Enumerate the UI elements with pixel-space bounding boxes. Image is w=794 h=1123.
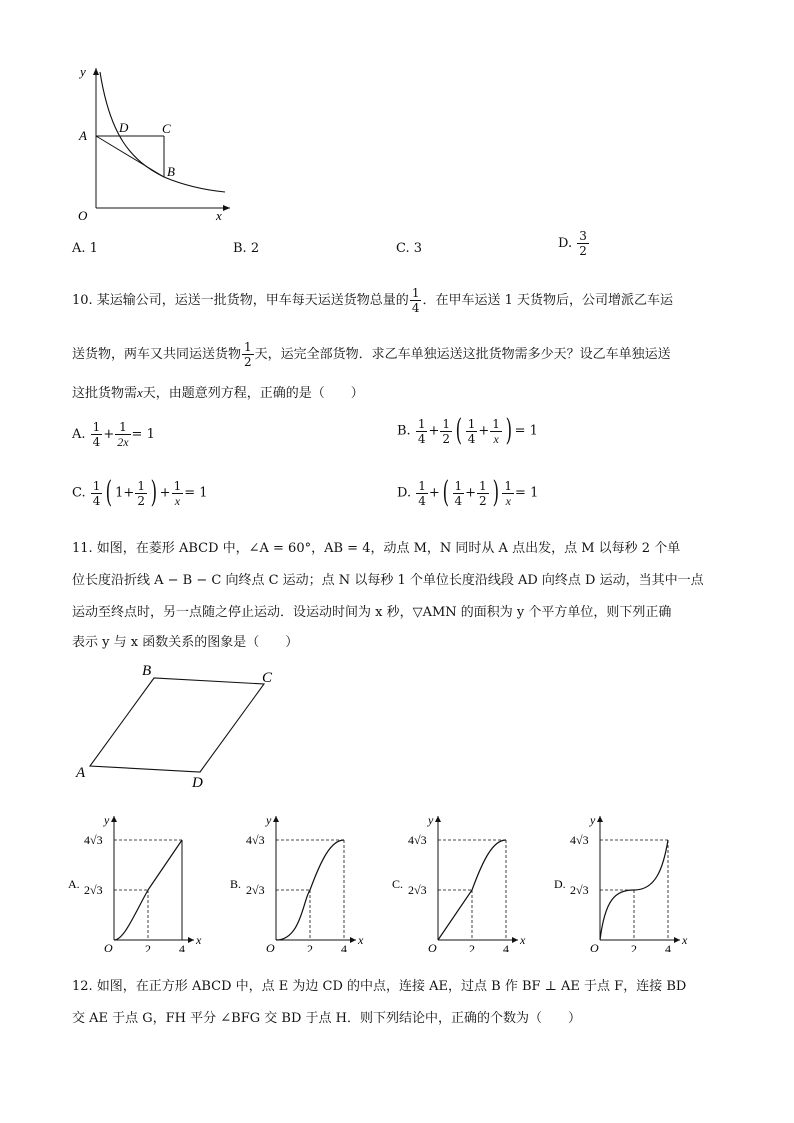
q9-option-d-label: D.: [558, 236, 573, 251]
q9-option-b[interactable]: B. 2: [233, 241, 260, 256]
point-b-label: B: [167, 164, 175, 179]
y-axis-label: y: [590, 813, 596, 827]
origin-label: O: [590, 941, 599, 952]
origin-label: O: [428, 941, 437, 952]
y-tick-top: 4√3: [570, 833, 589, 847]
x-tick-4: 4: [179, 942, 185, 952]
q9-option-a[interactable]: A. 1: [72, 241, 98, 256]
graph-option-label: A.: [68, 877, 80, 891]
x-tick-4: 4: [341, 942, 347, 952]
y-tick-top: 4√3: [408, 833, 427, 847]
q12-line-1: 12. 如图，在正方形 ABCD 中，点 E 为边 CD 的中点，连接 AE，过点 B 作 BF ⊥ AE 于点 F，连接 BD: [72, 979, 687, 994]
x-axis-arrow: [674, 937, 680, 943]
rhombus-label-a: A: [76, 765, 86, 781]
origin-label: O: [78, 208, 88, 223]
y-tick-mid: 2√3: [246, 883, 265, 897]
y-tick-mid: 2√3: [408, 883, 427, 897]
q12-line-2: 交 AE 于点 G，FH 平分 ∠BFG 交 BD 于点 H．则下列结论中，正确的个数为（ ）: [72, 1011, 581, 1026]
axis-x-label: x: [216, 208, 222, 223]
q11-graph-option-c[interactable]: [392, 812, 532, 956]
q10-line-2: 送货物，两车又共同运送货物 $\frac{1}{2}$ 天，运完全部货物．求乙车单独运送这批货物需多少天？设乙车单独运送: [72, 340, 671, 369]
y-axis-label: y: [104, 813, 110, 827]
x-tick-4: 4: [503, 942, 509, 952]
q11-line-4: 表示 y 与 x 函数关系的图象是（ ）: [72, 635, 299, 650]
q11-line-3: 运动至终点时，另一点随之停止运动．设运动时间为 x 秒，▽AMN 的面积为 y 个平方单位，则下列正确: [72, 605, 672, 620]
x-tick-2: 2: [469, 942, 475, 952]
q10-option-c[interactable]: C. $\frac{1}{4}$ ( 1+ $\frac{1}{2}$ ) + $\frac{1}{x}$ = 1: [72, 475, 208, 510]
graph-option-label: C.: [392, 877, 404, 891]
origin-label: O: [266, 941, 275, 952]
rhombus-label-c: C: [262, 670, 273, 686]
x-axis-label: x: [196, 933, 202, 947]
q10-option-a[interactable]: A. $\frac{1}{4}$ + $\frac{1}{2x}$ = 1: [72, 420, 155, 449]
q11-line-2: 位长度沿折线 A − B − C 向终点 C 运动；点 N 以每秒 1 个单位长度沿线段 AD 向终点 D 运动，当其中一点: [72, 573, 704, 588]
x-axis-arrow: [188, 937, 194, 943]
rhombus-figure: [70, 660, 290, 790]
point-a-label: A: [79, 128, 87, 143]
y-tick-top: 4√3: [246, 833, 265, 847]
x-tick-2: 2: [145, 942, 151, 952]
x-axis-label: x: [682, 933, 688, 947]
y-tick-mid: 2√3: [570, 883, 589, 897]
x-axis-arrow: [350, 937, 356, 943]
y-axis-arrow: [597, 816, 603, 822]
x-axis-label: x: [520, 933, 526, 947]
x-tick-2: 2: [631, 942, 637, 952]
q9-option-d-fraction: $\frac{3}{2}$: [579, 229, 587, 258]
graph-option-label: B.: [230, 877, 242, 891]
q10-option-d[interactable]: D. $\frac{1}{4}$ +( $\frac{1}{4}$ + $\frac{1}{2}$ ) $\frac{1}{x}$ = 1: [397, 475, 539, 510]
y-axis-arrow: [273, 816, 279, 822]
origin-label: O: [104, 941, 113, 952]
x-axis-arrow: [512, 937, 518, 943]
y-axis-label: y: [428, 813, 434, 827]
y-tick-top: 4√3: [84, 833, 103, 847]
y-tick-mid: 2√3: [84, 883, 103, 897]
q11-line-1: 11. 如图，在菱形 ABCD 中，∠A = 60°，AB = 4，动点 M，N 同时从 A 点出发，点 M 以每秒 2 个单: [72, 541, 681, 556]
x-axis-label: x: [358, 933, 364, 947]
q11-graph-option-b[interactable]: [230, 812, 370, 956]
rhombus-label-d: D: [192, 775, 203, 790]
q9-option-c[interactable]: C. 3: [396, 241, 423, 256]
q11-graph-option-a[interactable]: [68, 812, 208, 956]
y-axis-arrow: [111, 816, 117, 822]
q11-graph-option-d[interactable]: [554, 812, 694, 956]
hyperbola-figure: [70, 60, 240, 225]
x-tick-4: 4: [665, 942, 671, 952]
point-d-label: D: [119, 120, 129, 135]
axis-y-label: y: [80, 64, 86, 79]
q9-option-d[interactable]: [558, 229, 590, 258]
y-axis-label: y: [266, 813, 272, 827]
graph-option-label: D.: [554, 877, 566, 891]
x-tick-2: 2: [307, 942, 313, 952]
q10-line-3: 这批货物需x天，由题意列方程，正确的是（ ）: [72, 385, 364, 401]
q10-line-1: 10. 某运输公司，运送一批货物，甲车每天运送货物总量的 $\frac{1}{4}$ ．在甲车运送 1 天货物后，公司增派乙车运: [72, 286, 673, 315]
y-axis-arrow: [435, 816, 441, 822]
point-c-label: C: [162, 121, 171, 136]
rhombus-label-b: B: [142, 663, 152, 679]
q10-option-b[interactable]: B. $\frac{1}{4}$ + $\frac{1}{2}$ ( $\frac{1}{4}$ + $\frac{1}{x}$ ) = 1: [397, 413, 538, 448]
